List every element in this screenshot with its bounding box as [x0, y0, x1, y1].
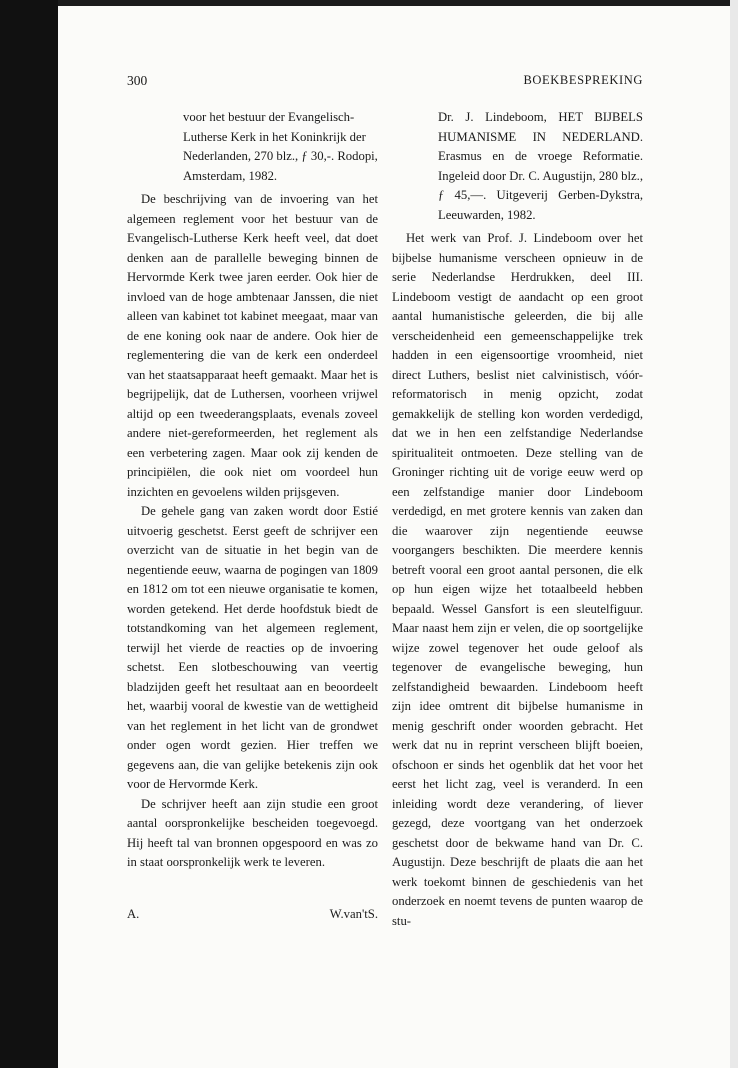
review-paragraph: De gehele gang van zaken wordt door Estié uitvoerig geschetst. Eerst geeft de schrijver een overzicht van de situatie in het begin van de negentiende eeuw, waarna de pogingen van 1809 en 1812 om tot een nieuwe organisatie te komen, worden getekend. Het derde hoofdstuk biedt de totstandkoming van het algemeen reglement, terwijl het vierde de reacties op de invoering schetst. Een slotbeschouwing van veertig bladzijden geeft het resultaat aan en beoordeelt het, waarbij vooral de kwestie van de wettigheid van het reglement in het licht van de grondwet onder ogen wordt gezien. Hier treffen we gegevens aan, die van gelijke betekenis zijn ook voor de Hervormde Kerk. [127, 504, 378, 791]
right-column [392, 108, 643, 931]
review-signature [127, 907, 378, 927]
book-reference: Dr. J. Lindeboom, HET BIJBELS HUMANISME IN NEDERLAND. Erasmus en de vroege Reformatie. Ingeleid door Dr. C. Augustijn, 280 blz., ƒ 45,—. Uitgeverij Gerben-Dykstra, Leeuwarden, 1982. [438, 110, 643, 222]
book-reference: voor het bestuur der Evangelisch-Lutherse Kerk in het Koninkrijk der Nederlanden, 270 blz., ƒ 30,-. Rodopi, Amsterdam, 1982. [183, 110, 378, 183]
section-title: BOEKBESPREKING [523, 73, 643, 87]
scan-border-left [0, 0, 58, 1068]
left-column [127, 108, 378, 873]
review-paragraph: Het werk van Prof. J. Lindeboom over het bijbelse humanisme verscheen opnieuw in de serie Nederlandse Herdrukken, deel III. Lindeboom vestigt de aandacht op een groot aantal humanistische geleerden, die bij alle verscheidenheid een gemeenschappelijke trek hadden in een eigensoortige vroomheid, niet direct Luthers, beslist niet calvinistisch, vóór-reformatorisch in menig opzicht, zodat gemakkelijk de stelling kon worden verdedigd, dat we in hen een zelfstandige Nederlandse spiritualiteit ontmoeten. Deze stelling van de Groninger richting uit de vorige eeuw werd op een zelfstandige manier door Lindeboom verdedigd, en met grotere kennis van zaken dan die waarover zijn negentiende eeuwse voorgangers beschikten. Die meerdere kennis betreft vooral een groot aantal personen, die elk op hun eigen wijze het totaalbeeld hebben bepaald. Wessel Gansfort is een sleutelfiguur. Maar naast hem zijn er velen, die op soortgelijke wijze zowel tegenover het oude geloof als tegenover de evangelische beweging, hun zelfstandigheid bewaarden. Lindeboom heeft zijn idee omtrent dit bijbelse humanisme in menig geschrift onder woorden gebracht. Het werk dat nu in reprint verscheen blijft boeien, ofschoon er sinds het ogenblik dat het voor het eerst het licht zag, veel is veranderd. In een inleiding wordt deze verandering, of liever gezegd, deze voortgang van het onderzoek geschetst door de bekwame hand van Dr. C. Augustijn. Deze beschrijft de plaats die aan het werk toekomt binnen de geschiedenis van het onderzoek en noemt tevens de punten waarop de stu- [392, 231, 643, 928]
signature-author: W.van'tS. [329, 907, 378, 921]
page-number: 300 [127, 73, 148, 88]
running-head [127, 73, 643, 93]
review-paragraph: De schrijver heeft aan zijn studie een groot aantal oorspronkelijke bescheiden toegevoegd. Hij heeft tal van bronnen opgespoord en was zo in staat oorspronkelijk werk te leveren. [127, 796, 378, 869]
review-paragraph: De beschrijving van de invoering van het algemeen reglement voor het bestuur van de Evangelisch-Lutherse Kerk heeft veel, dat doet denken aan de parallelle beweging binnen de Hervormde Kerk twee jaren eerder. Ook hier de invloed van de hoge ambtenaar Janssen, die niet alleen van kabinet tot kabinet meegaat, maar van de ene koning ook naar de andere. Ook hier de reglementering die van de kerk een onderdeel van het staatsapparaat heeft gemaakt. Maar het is begrijpelijk, dat de Luthersen, voorheen vrijwel altijd op een tweederangsplaats, evenals zoveel andere niet-gereformeerden, het reglement als een verbetering zagen. Maar ook zij kenden de principiëlen, die ook niet om voordeel hun inzichten en gevoelens wilden prijsgeven. [127, 192, 378, 499]
signature-initial: A. [127, 907, 140, 921]
scan-border-right [730, 0, 738, 1068]
